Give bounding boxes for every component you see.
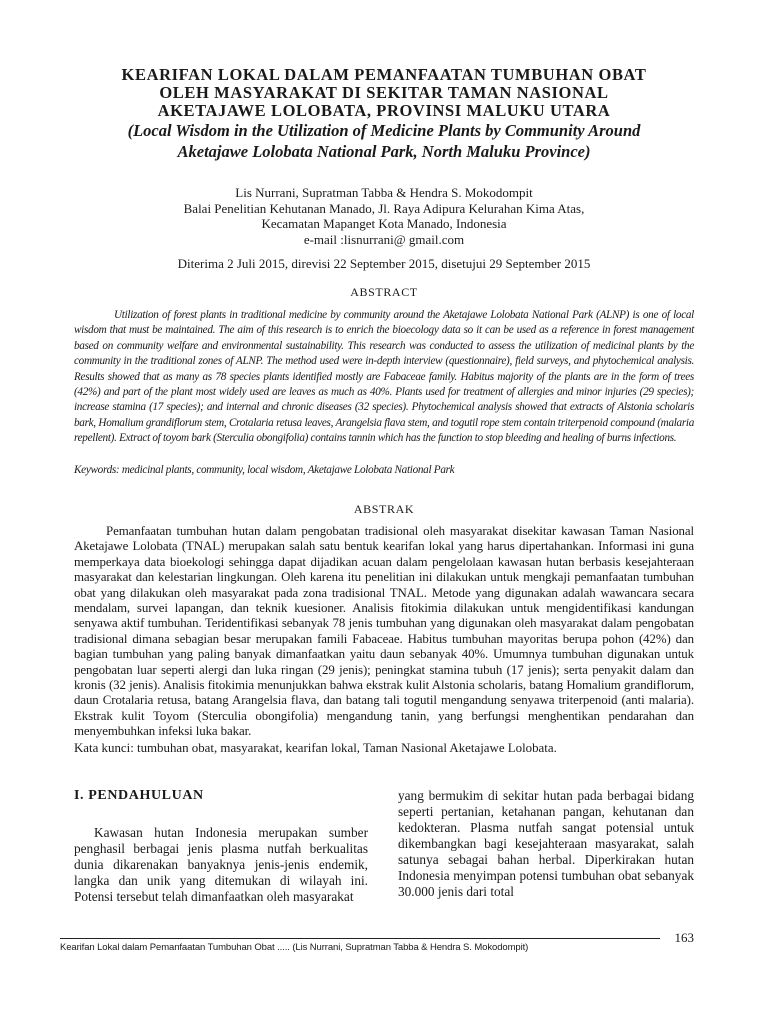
affiliation-line-1: Balai Penelitian Kehutanan Manado, Jl. Raya Adipura Kelurahan Kima Atas, (183, 200, 585, 216)
title-english-line-2: Aketajawe Lolobata National Park, North Maluku Province) (177, 142, 591, 161)
abstrak-indonesian-text: Pemanfaatan tumbuhan hutan dalam pengobatan tradisional oleh masyarakat disekitar kawasan Taman Nasional Aketajawe Lolobata (TNAL) merupakan salah satu bentuk kearifan lokal yang harus dipertahankan. Informasi ini guna memperkaya data bioekologi sehingga dapat dijadikan acuan dalam pengelolaan kawasan hutan berbasis kesejahteraan masyarakat dan kelestarian lingkungan. Oleh karena itu penelitian ini dilakukan untuk mengkaji pemanfaatan tumbuhan obat yang dilakukan oleh masyarakat pada zona tradisional TNAL. Metode yang digunakan adalah wawancara secara mendalam, survei lapangan, dan teknik kuesioner. Analisis fitokimia dilakukan untuk mengidentifikasi kandungan senyawa aktif tumbuhan. Teridentifikasi sebanyak 78 jenis tumbuhan yang digunakan oleh masyarakat dalam pengobatan tradisional dimana sebagian besar merupakan famili Fabaceae. Habitus tumbuhan mayoritas berupa pohon (42%) dan bagian tumbuhan yang paling banyak dimanfaatkan yaitu daun sebanyak 40%. Umumnya tumbuhan digunakan untuk pengobatan luar seperti alergi dan luka ringan (29 jenis); peningkat stamina tubuh (17 jenis); serta penyakit dalam dan kronis (32 jenis). Analisis fitokimia menunjukkan bahwa ekstrak kulit Alstonia scholaris, batang Homalium grandiflorum, daun Crotalaria retusa, batang Arangelsia flava, dan batang tali togutil mengandung senyawa triterpenoid (anti malaria). Ekstrak kulit Toyom (Sterculia obongifolia) mengandung tanin, yang berfungsi menghentikan pendarahan dan menyembuhkan infeksi luka bakar. (74, 524, 694, 739)
section-heading-introduction: I. PENDAHULUAN (74, 788, 204, 803)
abstrak-heading: ABSTRAK (353, 502, 415, 516)
page-number: 163 (674, 930, 694, 945)
keywords-indonesian: Kata kunci: tumbuhan obat, masyarakat, kearifan lokal, Taman Nasional Aketajawe Lolobata. (74, 741, 557, 755)
abstract-english (74, 308, 694, 447)
author-email: e-mail :lisnurrani@ gmail.com (303, 231, 465, 247)
submission-dates: Diterima 2 Juli 2015, direvisi 22 September 2015, disetujui 29 September 2015 (177, 256, 591, 271)
title-english-line-1: (Local Wisdom in the Utilization of Medicine Plants by Community Around (127, 121, 641, 140)
abstrak-indonesian (74, 524, 694, 740)
body-column-left (74, 788, 368, 905)
keywords-english: Keywords: medicinal plants, community, local wisdom, Aketajawe Lolobata National Park (74, 464, 455, 476)
title-line-3: AKETAJAWE LOLOBATA, PROVINSI MALUKU UTARA (157, 101, 611, 120)
article-title-block (60, 66, 708, 162)
abstract-heading: ABSTRACT (350, 285, 418, 299)
title-line-2: OLEH MASYARAKAT DI SEKITAR TAMAN NASIONAL (159, 83, 609, 102)
intro-left-text: Kawasan hutan Indonesia merupakan sumber penghasil berbagai jenis plasma nutfah berkualitas dunia dikarenakan banyaknya jenis-jenis endemik, langka dan unik yang ditemukan di wilayah ini. Potensi tersebut telah dimanfaatkan oleh masyarakat (74, 825, 368, 904)
footer-divider (60, 938, 660, 939)
body-column-right (398, 788, 694, 900)
author-names: Lis Nurrani, Supratman Tabba & Hendra S. Mokodompit (235, 185, 533, 200)
title-line-1: KEARIFAN LOKAL DALAM PEMANFAATAN TUMBUHAN OBAT (121, 65, 647, 84)
abstract-english-text: Utilization of forest plants in traditional medicine by community around the Aketajawe Lolobata National Park (ALNP) is one of local wisdom that must be maintained. The aim of this research is to enrich the bioecology data so it can be used as a reference in forest management based on community welfare and environmental sustainability. This research was conducted to assess the utilization of medicinal plants by the community in the traditional zones of ALNP. The method used were in-depth interview (questionnaire), field surveys, and phytochemical analysis. Results showed that as many as 78 species plants identified mostly are Fabaceae family. Habitus majority of the plants are in the form of trees (42%) and part of the plant most widely used are leaves as much as 40%. Plants used for treatment of allergies and minor injuries (29 species); increase stamina (17 species); and internal and chronic diseases (32 species). Phytochemical analysis showed that extracts of Alstonia scholaris bark, Homalium grandiflorum stem, Crotalaria retusa leaves, Arangelsia flava stem, and togutil rope stem contain triterpenoid compound (malaria repellent). Extract of toyom bark (Sterculia obongifolia) contains tannin which has the function to stop bleeding and healing of burns infections. (74, 309, 694, 445)
intro-paragraph-left (74, 825, 368, 905)
running-footer: Kearifan Lokal dalam Pemanfaatan Tumbuhan Obat ..... (Lis Nurrani, Supratman Tabba & Hendra S. Mokodompit) (60, 942, 529, 953)
author-block (60, 185, 708, 247)
intro-paragraph-right: yang bermukim di sekitar hutan pada berbagai bidang seperti pertanian, ketahanan pangan, kehutanan dan kedokteran. Plasma nutfah sangat potensial untuk dikembangkan bagi kesejahteraan masyarakat, salah satunya sebagai bahan herbal. Diperkirakan hutan Indonesia menyimpan potensi tumbuhan obat sebanyak 30.000 jenis dari total (398, 788, 694, 899)
affiliation-line-2: Kecamatan Mapanget Kota Manado, Indonesia (261, 216, 507, 231)
